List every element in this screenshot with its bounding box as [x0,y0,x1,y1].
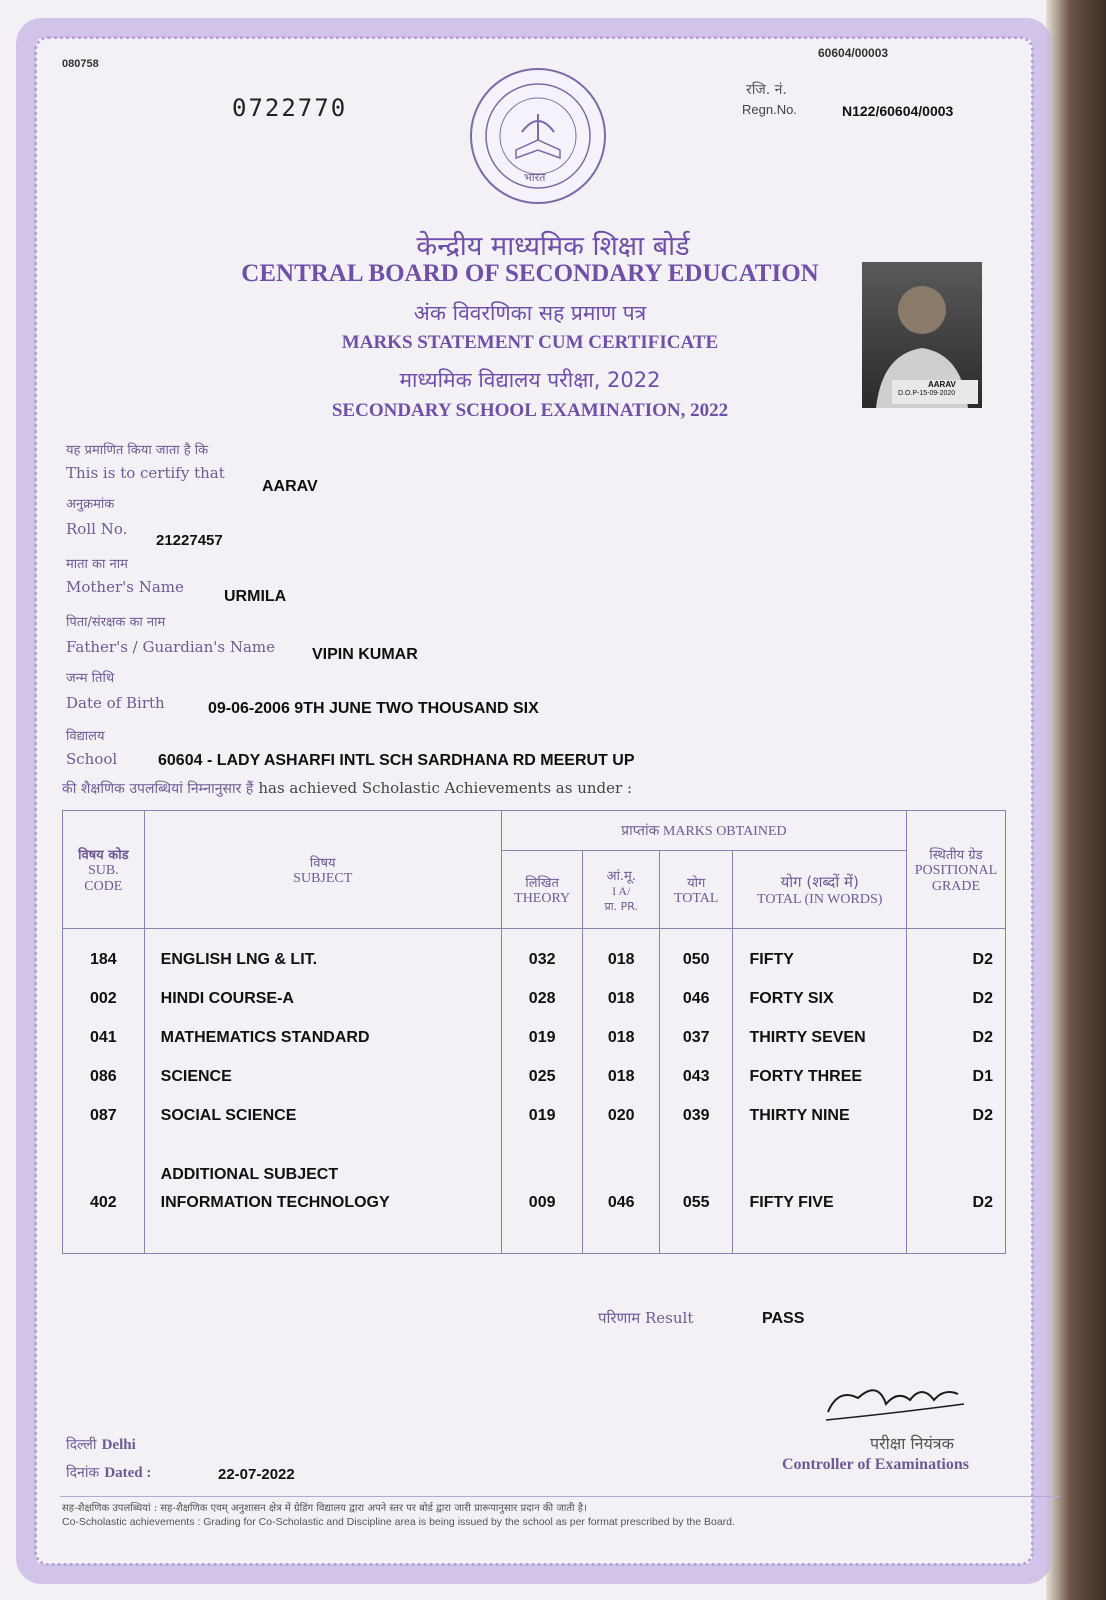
board-name-english: CENTRAL BOARD OF SECONDARY EDUCATION [241,260,819,287]
spacer-cell [63,1136,145,1184]
col-grade-en2: GRADE [931,878,981,894]
cell-name: MATHEMATICS STANDARD [144,1019,501,1058]
result-value: PASS [762,1310,805,1327]
dob-label-en: Date of Birth [66,694,165,712]
place-en: Delhi [101,1437,136,1453]
spacer-cell [733,1222,906,1254]
issue-date: 22-07-2022 [218,1466,295,1483]
board-name-hindi: केन्द्रीय माध्यमिक शिक्षा बोर्ड [416,231,690,262]
col-subject-en: SUBJECT [293,870,353,886]
certificate-number: 0722770 [232,94,348,122]
spacer-cell [906,929,1005,941]
marks-table [62,810,1006,1254]
dated-hi: दिनांक [66,1465,100,1481]
spacer-cell [733,929,906,941]
subject-row [63,1019,1006,1058]
cell-code: 402 [63,1184,145,1222]
spacer-cell [63,929,145,941]
col-words [733,851,906,929]
roll-number: 21227457 [156,532,223,549]
col-total-hi: योग [687,875,706,891]
school-label-en: School [66,750,118,768]
serial-number: 080758 [62,58,99,70]
cell-code: 002 [63,980,145,1019]
certificate-title-hindi: अंक विवरणिका सह प्रमाण पत्र [413,301,647,325]
col-ia [583,851,660,929]
mother-name: URMILA [224,588,287,605]
cell-theory: 019 [501,1097,583,1136]
cell-grade: D2 [906,941,1005,980]
spacer-cell [583,1222,660,1254]
cell-code: 086 [63,1058,145,1097]
cell-name: SCIENCE [144,1058,501,1097]
col-code-hi: विषय कोड [78,847,129,863]
person-icon [862,262,982,408]
col-total-en: TOTAL [673,890,719,906]
dob-label-hi: जन्म तिथि [66,671,115,686]
footer-divider [60,1496,1060,1497]
cell-name: SOCIAL SCIENCE [144,1097,501,1136]
exam-title-english: SECONDARY SCHOOL EXAMINATION, 2022 [331,400,729,421]
cell-total: 055 [660,1184,733,1222]
father-label-hi: पिता/संरक्षक का नाम [66,615,166,630]
footnote-english: Co-Scholastic achievements : Grading for Co-Scholastic and Discipline area is being issued by the school as per format prescribed by the Board. [62,1516,735,1528]
cell-words: FORTY THREE [733,1058,906,1097]
cell-total: 043 [660,1058,733,1097]
spacer-cell [144,1222,501,1254]
col-total [660,851,733,929]
spacer-cell [660,1136,733,1184]
seal-text: भारत [524,171,546,184]
col-ia-en: I A/ [612,883,631,898]
cell-ia: 018 [583,1019,660,1058]
controller-label-hi: परीक्षा नियंत्रक [870,1434,954,1453]
col-grade-hi: स्थितीय ग्रेड [929,847,983,863]
col-words-hi: योग (शब्दों में) [780,872,859,891]
col-code [63,811,145,929]
cell-words: FORTY SIX [733,980,906,1019]
cell-total: 039 [660,1097,733,1136]
spacer-cell [501,1222,583,1254]
cell-grade: D2 [906,1097,1005,1136]
table-spacer [63,929,1006,941]
cell-ia: 018 [583,1058,660,1097]
controller-label-en: Controller of Examinations [782,1456,969,1473]
cell-theory: 009 [501,1184,583,1222]
col-theory-hi: लिखित [525,875,559,891]
cell-theory: 032 [501,941,583,980]
cell-words: FIFTY FIVE [733,1184,906,1222]
date-of-birth: 09-06-2006 9TH JUNE TWO THOUSAND SIX [208,700,539,717]
father-label-en: Father's / Guardian's Name [66,638,275,656]
controller-signature [818,1370,968,1440]
col-grade [906,811,1005,929]
cell-ia: 046 [583,1184,660,1222]
photo-name: AARAV [928,380,956,389]
cell-words: THIRTY SEVEN [733,1019,906,1058]
spacer-cell [583,1136,660,1184]
place [66,1434,136,1454]
cell-grade: D2 [906,1184,1005,1222]
cell-code: 184 [63,941,145,980]
cell-name: ENGLISH LNG & LIT. [144,941,501,980]
cell-grade: D2 [906,980,1005,1019]
col-code-en1: SUB. [87,862,119,878]
spacer-cell [906,1222,1005,1254]
school-name: 60604 - LADY ASHARFI INTL SCH SARDHANA RD MEERUT UP [158,752,635,769]
regn-number: N122/60604/0003 [842,103,954,119]
school-label-hi: विद्यालय [66,729,105,744]
cell-total: 050 [660,941,733,980]
cell-theory: 019 [501,1019,583,1058]
cell-name: HINDI COURSE-A [144,980,501,1019]
footnote-hindi: सह-शैक्षणिक उपलब्धियां : सह-शैक्षणिक एवम् अनुशासन क्षेत्र में ग्रेडिंग विद्यालय द्वारा अपने स्तर पर बोर्ड द्वारा जारी प्रारूपानुसार प्रदान की जाती है। [62,1503,587,1514]
col-marks-group: प्राप्तांक MARKS OBTAINED [501,811,906,851]
candidate-name: AARAV [262,478,318,495]
cell-total: 046 [660,980,733,1019]
additional-subject-label: ADDITIONAL SUBJECT [144,1136,501,1184]
cell-words: THIRTY NINE [733,1097,906,1136]
spacer-cell [583,929,660,941]
mother-label-en: Mother's Name [66,578,184,596]
col-subject [144,811,501,929]
achieved-en: has achieved Scholastic Achievements as under : [258,779,633,797]
spacer-cell [144,929,501,941]
cell-grade: D2 [906,1019,1005,1058]
spacer-cell [501,929,583,941]
spacer-cell [501,1136,583,1184]
additional-subject-row [63,1136,1006,1184]
cell-total: 037 [660,1019,733,1058]
cell-code: 041 [63,1019,145,1058]
dated [66,1462,151,1482]
subject-row [63,1097,1006,1136]
spacer-cell [63,1222,145,1254]
col-theory [501,851,583,929]
father-name: VIPIN KUMAR [312,646,418,663]
subject-row [63,1184,1006,1222]
achievement-line [62,778,632,798]
place-hi: दिल्ली [66,1437,97,1453]
spacer-cell [660,1222,733,1254]
roll-label-en: Roll No. [66,520,128,538]
exam-title-hindi: माध्यमिक विद्यालय परीक्षा, 2022 [399,368,661,392]
cell-ia: 020 [583,1097,660,1136]
mother-label-hi: माता का नाम [66,557,128,572]
photo-date: D.O.P-15-09-2020 [898,390,956,397]
roll-label-hi: अनुक्रमांक [66,497,115,512]
col-grade-en1: POSITIONAL [914,862,998,878]
cell-name: INFORMATION TECHNOLOGY [144,1184,501,1222]
cell-code: 087 [63,1097,145,1136]
spacer-cell [733,1136,906,1184]
result-label: परिणाम Result [598,1309,694,1327]
col-ia-hi: आं.मू. [606,868,636,884]
cell-words: FIFTY [733,941,906,980]
certify-label-hi: यह प्रमाणित किया जाता है कि [66,443,209,458]
candidate-photo [862,262,982,408]
cell-grade: D1 [906,1058,1005,1097]
regn-label-hi: रजि. नं. [746,82,787,98]
certificate-title-english: MARKS STATEMENT CUM CERTIFICATE [341,332,719,353]
cell-ia: 018 [583,980,660,1019]
achieved-hi: की शैक्षणिक उपलब्धियां निम्नानुसार हैं [62,781,254,797]
col-code-en2: CODE [84,878,123,894]
col-pr-hi: प्रा. PR. [604,899,638,913]
table-spacer [63,1222,1006,1254]
subject-row [63,1058,1006,1097]
col-subject-hi: विषय [309,855,336,871]
cell-ia: 018 [583,941,660,980]
board-seal [470,68,606,204]
regn-label-en: Regn.No. [742,102,797,117]
cell-theory: 025 [501,1058,583,1097]
spacer-cell [660,929,733,941]
col-theory-en: THEORY [514,890,571,906]
cell-theory: 028 [501,980,583,1019]
certify-label-en: This is to certify that [66,464,225,482]
subject-row [63,980,1006,1019]
dated-en: Dated : [104,1465,152,1481]
subject-row [63,941,1006,980]
school-code-top: 60604/00003 [818,46,889,60]
spacer-cell [906,1136,1005,1184]
col-words-en: TOTAL (IN WORDS) [757,891,883,907]
